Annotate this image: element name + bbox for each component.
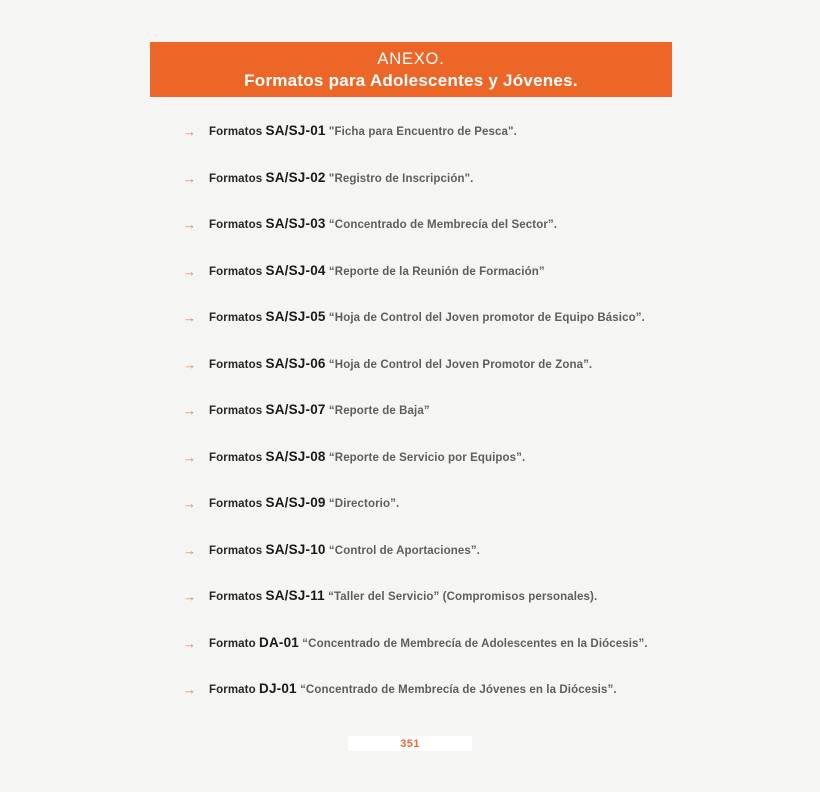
arrow-right-icon: → <box>183 263 196 279</box>
arrow-right-icon: → <box>183 310 196 325</box>
list-item-description: “Directorio”. <box>325 498 400 510</box>
list-item-code: SA/SJ-07 <box>265 402 326 417</box>
list-item <box>183 216 783 263</box>
list-item-kind: Formatos <box>209 451 266 464</box>
list-item-kind: Formatos <box>209 312 266 324</box>
list-item-text <box>209 449 783 466</box>
list-item-text <box>209 495 783 512</box>
list-item-text <box>209 123 783 140</box>
list-item-description: “Concentrado de Membrecía de Adolescentes en la Diócesis”. <box>299 637 648 650</box>
list-item-description: “Control de Aportaciones”. <box>325 544 480 557</box>
list-item-code: DJ-01 <box>259 681 297 696</box>
list-item-kind: Formatos <box>209 358 266 371</box>
arrow-right-icon: → <box>183 124 196 139</box>
list-item-code: SA/SJ-10 <box>265 541 326 557</box>
anexo-header-banner <box>150 42 672 97</box>
list-item-text <box>209 588 783 605</box>
list-item-code: SA/SJ-09 <box>265 495 326 510</box>
list-item-description: “Concentrado de Membrecía de Jóvenes en la Diócesis”. <box>296 684 617 696</box>
list-item-text <box>209 542 783 559</box>
list-item-description: “Reporte de Servicio por Equipos”. <box>325 451 526 464</box>
list-item-kind: Formatos <box>209 172 266 185</box>
list-item <box>183 309 783 356</box>
header-line-anexo: ANEXO. <box>377 50 445 68</box>
arrow-right-icon: → <box>183 403 196 418</box>
list-item-description: “Reporte de Baja” <box>325 405 430 417</box>
list-item <box>183 123 783 170</box>
list-item-text <box>209 170 783 187</box>
list-item <box>183 542 783 589</box>
list-item-text <box>209 681 783 698</box>
arrow-right-icon: → <box>183 635 196 651</box>
list-item-code: SA/SJ-05 <box>265 309 326 324</box>
list-item-code: SA/SJ-01 <box>265 123 326 138</box>
list-item-description: “Concentrado de Membrecía del Sector”. <box>325 219 558 231</box>
list-item-description: “Hoja de Control del Joven promotor de Equipo Básico”. <box>325 312 645 324</box>
list-item-code: DA-01 <box>259 634 300 650</box>
list-item-text <box>209 263 783 280</box>
list-item-description: “Taller del Servicio” (Compromisos personales). <box>324 591 598 603</box>
list-item <box>183 635 783 682</box>
arrow-right-icon: → <box>183 496 196 511</box>
list-item-kind: Formato <box>209 637 259 650</box>
arrow-right-icon: → <box>183 589 196 604</box>
list-item <box>183 588 783 635</box>
list-item-code: SA/SJ-06 <box>265 355 326 371</box>
list-item-code: SA/SJ-08 <box>265 448 326 464</box>
list-item-kind: Formatos <box>209 544 266 557</box>
list-item <box>183 449 783 496</box>
arrow-right-icon: → <box>183 356 196 372</box>
arrow-right-icon: → <box>183 542 196 558</box>
list-item-description: "Ficha para Encuentro de Pesca". <box>325 126 517 138</box>
list-item <box>183 263 783 310</box>
list-item-description: “Hoja de Control del Joven Promotor de Zona”. <box>325 358 593 371</box>
list-item-text <box>209 356 783 373</box>
list-item-kind: Formatos <box>209 498 266 510</box>
list-item-kind: Formatos <box>209 126 266 138</box>
list-item <box>183 402 783 449</box>
list-item-text <box>209 216 783 233</box>
list-item-kind: Formatos <box>209 591 266 603</box>
list-item-description: “Reporte de la Reunión de Formación” <box>325 265 545 278</box>
list-item-kind: Formatos <box>209 405 266 417</box>
list-item-kind: Formato <box>209 684 259 696</box>
list-item-text <box>209 402 783 419</box>
list-item-text <box>209 635 783 652</box>
formatos-list <box>183 123 783 728</box>
list-item-kind: Formatos <box>209 219 266 231</box>
list-item-code: SA/SJ-04 <box>265 262 326 278</box>
arrow-right-icon: → <box>183 217 196 232</box>
list-item-code: SA/SJ-02 <box>265 169 326 185</box>
list-item <box>183 681 783 728</box>
list-item-description: "Registro de Inscripción". <box>325 172 474 185</box>
list-item <box>183 170 783 217</box>
list-item-code: SA/SJ-11 <box>265 588 325 603</box>
list-item <box>183 495 783 542</box>
list-item-code: SA/SJ-03 <box>265 216 326 231</box>
list-item-kind: Formatos <box>209 265 266 278</box>
header-line-title: Formatos para Adolescentes y Jóvenes. <box>244 71 578 90</box>
arrow-right-icon: → <box>183 449 196 465</box>
list-item-text <box>209 309 783 326</box>
list-item <box>183 356 783 403</box>
page-number: 351 <box>400 737 420 750</box>
arrow-right-icon: → <box>183 682 196 697</box>
arrow-right-icon: → <box>183 170 196 186</box>
footer-page-bar <box>348 736 472 751</box>
